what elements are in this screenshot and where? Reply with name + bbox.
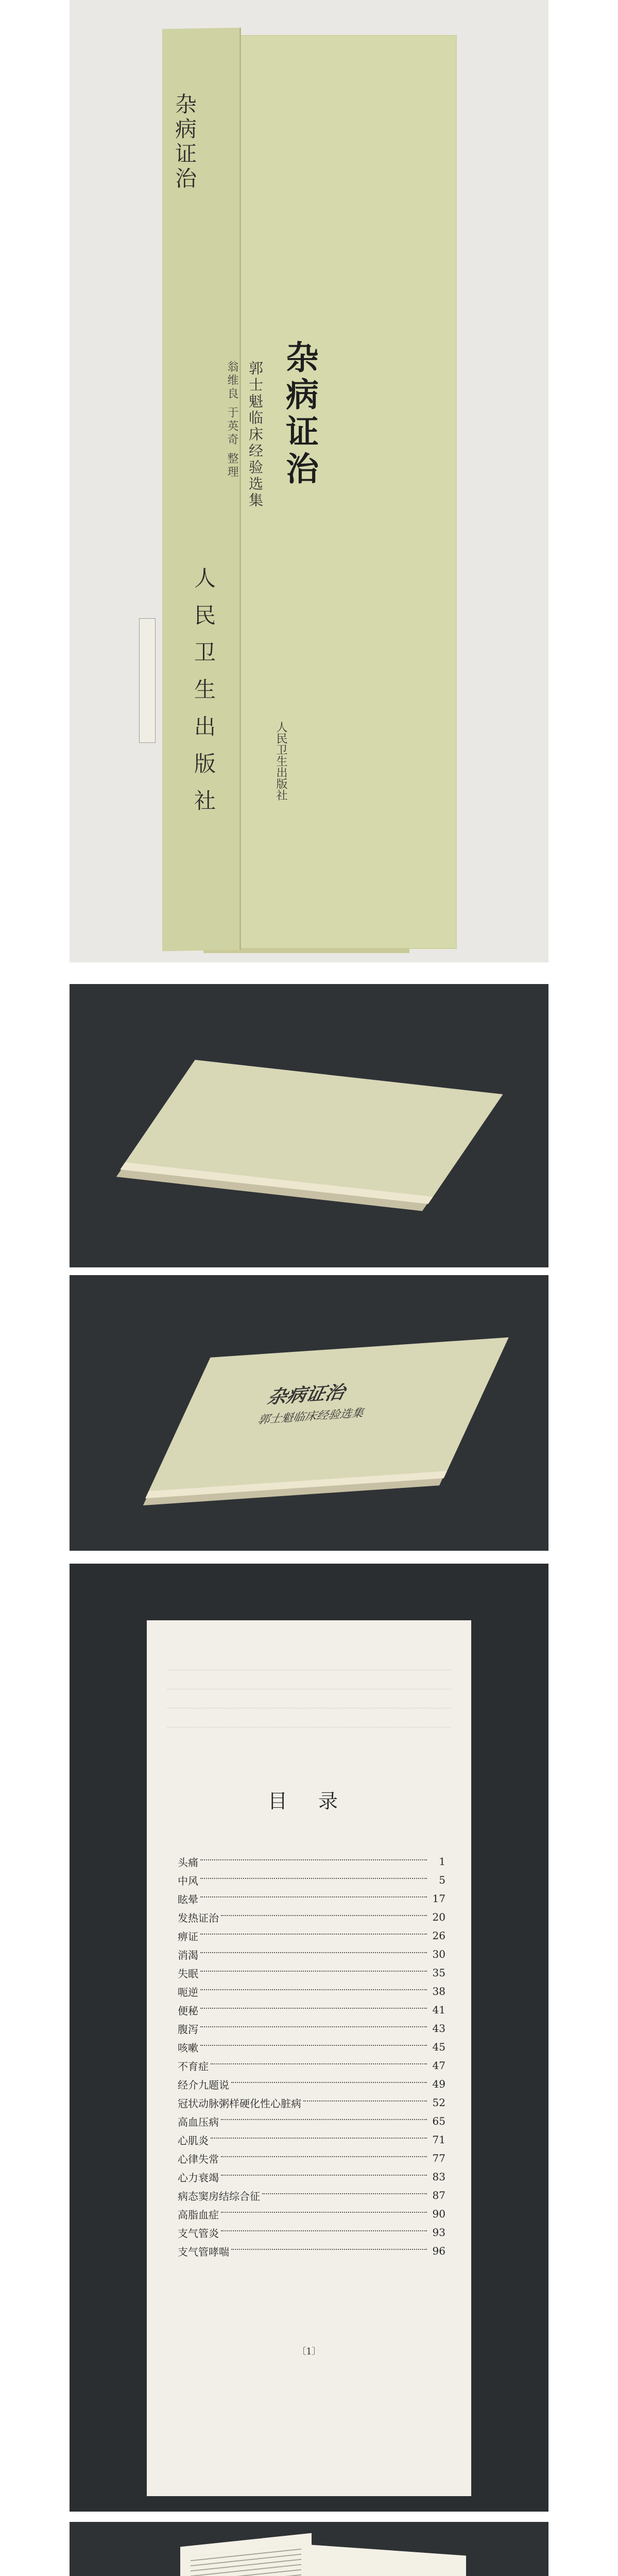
toc-entry: 便秘 41 xyxy=(178,2004,445,2017)
toc-entry: 呃逆 38 xyxy=(178,1985,445,1998)
spine-title: 杂病证治 xyxy=(172,93,197,192)
toc-entry: 病态窦房结综合征 87 xyxy=(178,2189,445,2202)
toc-entry: 心力衰竭 83 xyxy=(178,2171,445,2184)
toc-entry: 头痛 1 xyxy=(178,1855,445,1869)
cover-authors-small: 翁维良 于英奇 整理 xyxy=(226,361,238,479)
photo-open-book-1 xyxy=(70,2522,548,2576)
book-cover xyxy=(239,36,456,948)
toc-entry: 高血压病 65 xyxy=(178,2115,445,2128)
page-edge xyxy=(139,618,156,743)
cover-publisher-small: 人民卫生出版社 xyxy=(274,721,287,801)
book-flat xyxy=(145,1337,509,1498)
left-page xyxy=(180,2533,312,2576)
toc-entry: 眩晕 17 xyxy=(178,1892,445,1906)
toc-entry: 消渴 30 xyxy=(178,1948,445,1961)
book-flat xyxy=(120,1060,503,1204)
bleed-through-lines xyxy=(167,1651,451,1727)
toc-entry: 心肌炎 71 xyxy=(178,2133,445,2147)
toc-entry: 咳嗽 45 xyxy=(178,2041,445,2054)
cover-subtitle-small: 郭士魁临床经验选集 xyxy=(247,361,264,509)
toc-list xyxy=(178,1852,445,2260)
toc-page xyxy=(147,1620,471,2496)
photo-spine-view xyxy=(70,0,548,962)
toc-entry: 发热证治 20 xyxy=(178,1911,445,1924)
flat-cover-subtitle: 郭士魁临床经验选集 xyxy=(255,1406,368,1427)
photo-flat-view-2 xyxy=(70,1275,548,1551)
toc-heading: 目 录 xyxy=(267,1790,351,1812)
right-page xyxy=(312,2545,466,2576)
toc-entry: 心律失常 77 xyxy=(178,2152,445,2165)
toc-entry: 冠状动脉粥样硬化性心脏病 52 xyxy=(178,2096,445,2110)
photo-toc-page xyxy=(70,1564,548,2512)
spine-publisher: 人民卫生出版社 xyxy=(191,567,216,826)
toc-entry: 失眠 35 xyxy=(178,1967,445,1980)
flat-cover-title: 杂病证治 xyxy=(264,1381,351,1409)
cover-title-small: 杂病证治 xyxy=(280,340,319,488)
toc-entry: 经介九题说 49 xyxy=(178,2078,445,2091)
toc-entry: 痹证 26 xyxy=(178,1929,445,1943)
photo-flat-view-1 xyxy=(70,984,548,1267)
toc-entry: 支气管炎 93 xyxy=(178,2226,445,2240)
page-number: 〔1〕 xyxy=(297,2346,321,2357)
toc-entry: 高脂血症 90 xyxy=(178,2208,445,2221)
toc-entry: 不育症 47 xyxy=(178,2059,445,2073)
toc-entry: 中风 5 xyxy=(178,1874,445,1887)
toc-entry: 腹泻 43 xyxy=(178,2022,445,2036)
toc-entry: 支气管哮喘 96 xyxy=(178,2245,445,2258)
